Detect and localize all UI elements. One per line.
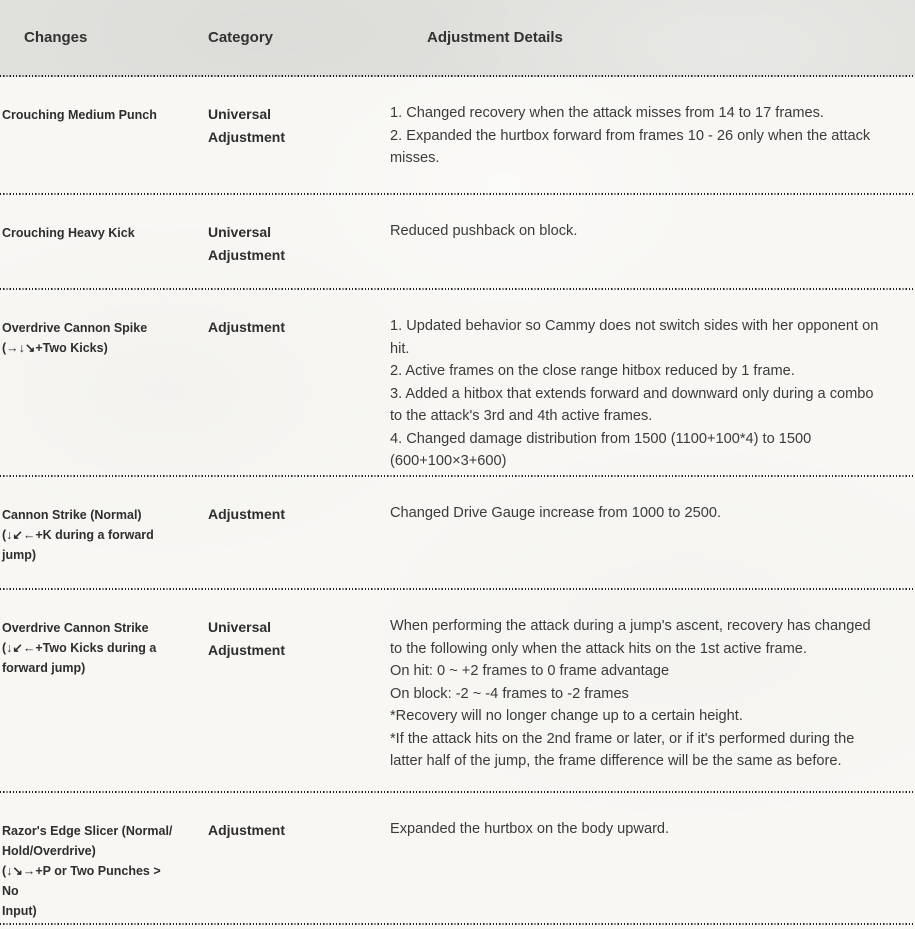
category-line: Universal [208, 106, 272, 122]
adjustment-details-cell [390, 818, 915, 925]
adjustment-details-cell [390, 615, 915, 793]
detail-item: 1. Updated behavior so Cammy does not switch sides with her opponent on hit. [390, 318, 879, 357]
category-cell [208, 316, 390, 477]
detail-item: Changed Drive Gauge increase from 1000 to 2500. [390, 505, 721, 521]
table-header-row [0, 0, 915, 77]
category-line: Adjustment [208, 642, 285, 658]
move-name-line: Overdrive Cannon Spike [2, 321, 148, 335]
table-row [0, 590, 915, 793]
detail-item: *If the attack hits on the 2nd frame or later, or if it's performed during the latter half of the jump, the frame difference will be the same as before. [390, 730, 855, 769]
column-header-adjustment-details: Adjustment Details [427, 29, 563, 46]
move-name-cell [0, 105, 208, 195]
adjustment-details-cell [390, 315, 915, 477]
move-name-line: Razor's Edge Slicer (Normal/ [2, 824, 173, 838]
detail-item: 1. Changed recovery when the attack misses from 14 to 17 frames. [390, 105, 824, 121]
detail-item: 2. Expanded the hurtbox forward from frames 10 - 26 only when the attack misses. [390, 127, 871, 166]
table-row [0, 477, 915, 590]
adjustment-details-cell [390, 102, 915, 195]
move-name-line: Crouching Medium Punch [2, 108, 157, 122]
table-row [0, 77, 915, 195]
move-name-cell [0, 318, 208, 477]
detail-item: On block: -2 ~ -4 frames to -2 frames [390, 685, 629, 702]
category-line: Adjustment [208, 247, 285, 263]
column-header-changes: Changes [24, 29, 88, 46]
move-name-cell [0, 618, 208, 793]
category-line: Universal [208, 224, 272, 240]
detail-item: 3. Added a hitbox that extends forward and downward only during a combo to the attack's 3rd and 4th active frames. [390, 385, 874, 424]
detail-item: Expanded the hurtbox on the body upward. [390, 821, 670, 837]
adjustment-details-cell [390, 502, 915, 590]
column-header-category: Category [208, 29, 274, 46]
move-name-cell [0, 223, 208, 290]
category-cell [208, 221, 390, 290]
category-line: Adjustment [208, 129, 285, 145]
move-name-line: Input) [2, 904, 37, 918]
move-name-cell [0, 821, 208, 925]
table-row [0, 290, 915, 477]
detail-item: 4. Changed damage distribution from 1500 (1100+100*4) to 1500 (600+100×3+600) [390, 430, 812, 469]
move-name-line: Overdrive Cannon Strike [2, 621, 149, 635]
move-name-line: forward jump) [2, 661, 86, 675]
category-line: Universal [208, 619, 272, 635]
move-name-line: (↓↙←+Two Kicks during a [2, 641, 157, 655]
detail-item: 2. Active frames on the close range hitbox reduced by 1 frame. [390, 363, 795, 379]
move-name-line: Crouching Heavy Kick [2, 226, 135, 240]
category-cell [208, 103, 390, 195]
table-row [0, 793, 915, 925]
category-cell [208, 616, 390, 793]
move-name-line: (↓↙←+K during a forward [2, 528, 154, 542]
detail-item: *Recovery will no longer change up to a certain height. [390, 708, 743, 724]
category-line: Adjustment [208, 319, 285, 335]
table-body [0, 77, 915, 925]
detail-item: On hit: 0 ~ +2 frames to 0 frame advantage [390, 663, 670, 679]
move-name-line: (↓↘→+P or Two Punches > No [2, 864, 161, 898]
category-cell [208, 503, 390, 590]
move-name-line: Hold/Overdrive) [2, 844, 96, 858]
adjustment-details-cell [390, 220, 915, 290]
category-line: Adjustment [208, 506, 285, 522]
move-name-line: Cannon Strike (Normal) [2, 508, 142, 522]
category-cell [208, 819, 390, 925]
category-line: Adjustment [208, 822, 285, 838]
detail-item: When performing the attack during a jump's ascent, recovery has changed to the following only when the attack hits on the 1st active frame. [390, 618, 871, 657]
move-name-line: (→↓↘+Two Kicks) [2, 341, 108, 355]
move-name-line: jump) [2, 548, 37, 562]
detail-item: Reduced pushback on block. [390, 223, 578, 239]
move-name-cell [0, 505, 208, 590]
table-row [0, 195, 915, 290]
